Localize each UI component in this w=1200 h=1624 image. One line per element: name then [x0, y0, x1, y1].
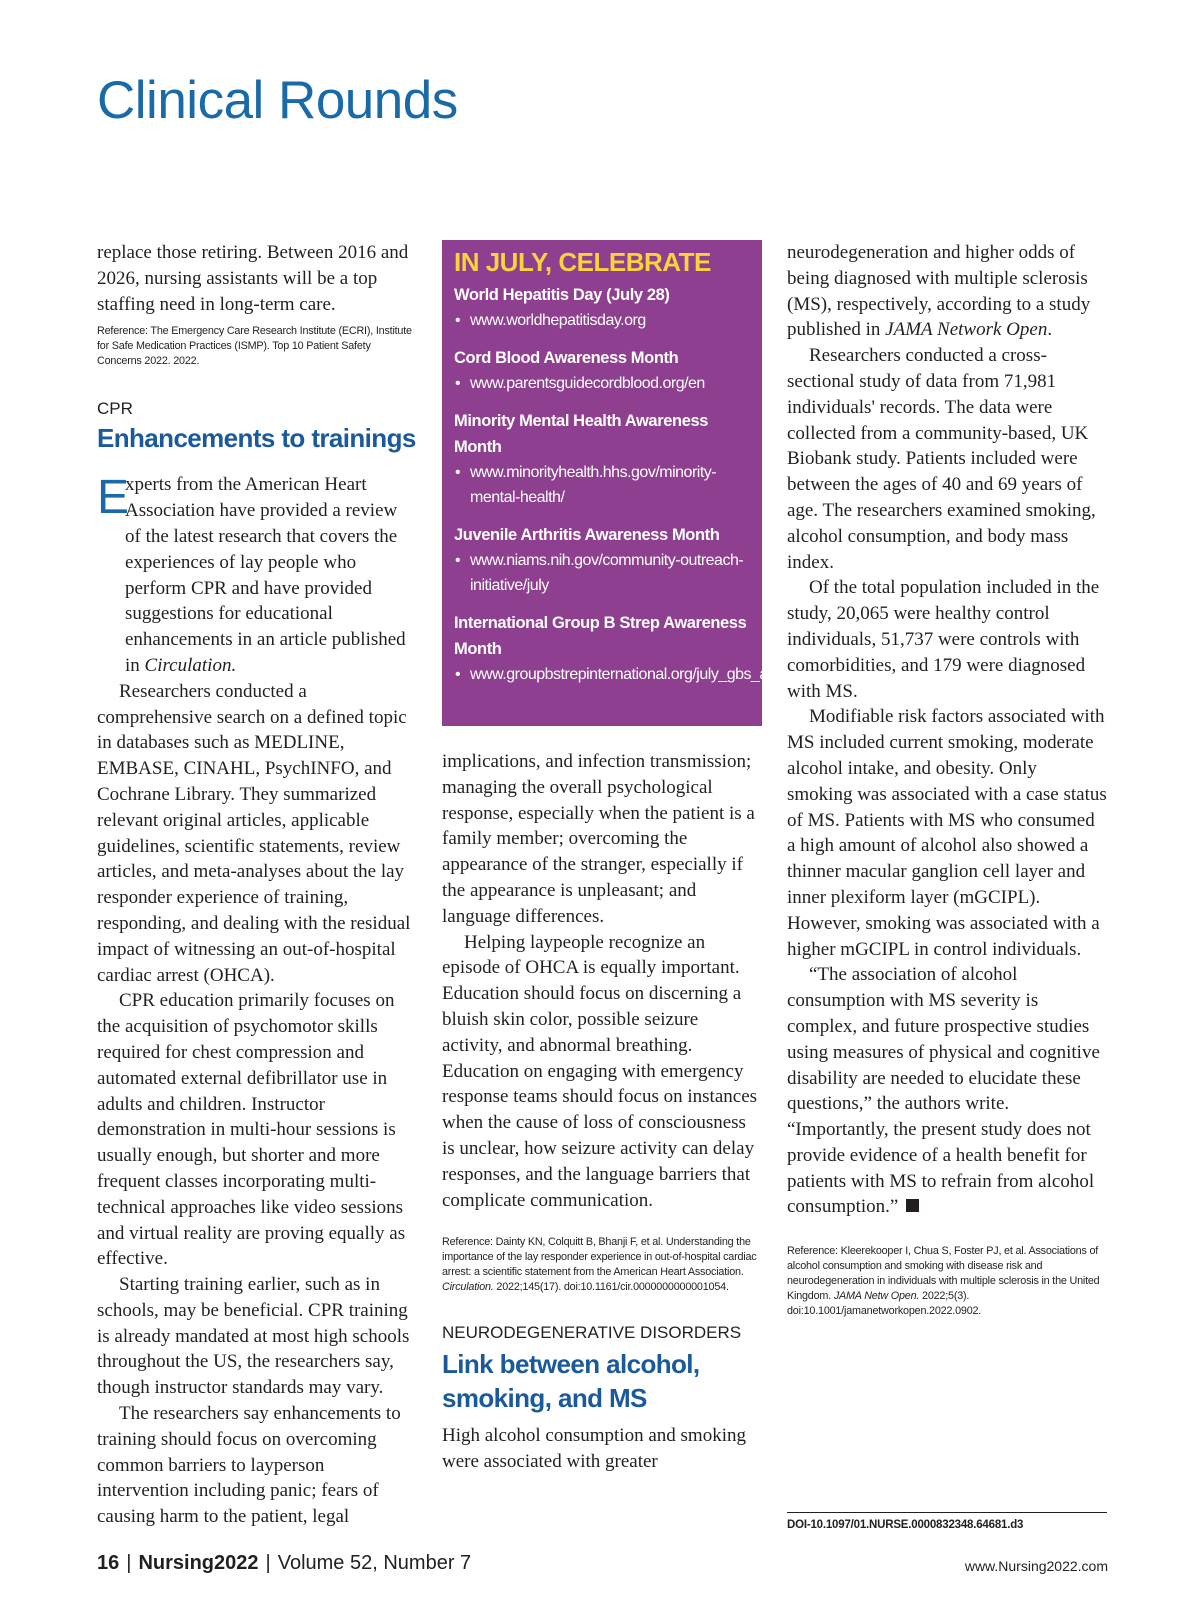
article-cpr-p3: CPR education primarily focuses on the acquisition of psychomotor skills required for chest compression and automated external defibrillator use in adults and children. Instructor demonstration in multi-hour sessions is usually enough, but shorter and more frequent classes incorporating multi-technical approaches like video sessions and virtual reality are proving equally as effective. — [97, 990, 406, 1270]
reference-kleerekooper: Reference: Kleerekooper I, Chua S, Foster PJ, et al. Associations of alcohol consumption and smoking with disease risk and neurodegeneration in individuals with multiple sclerosis in the United Kingdom. JAMA Netw Open. 2022;5(3). doi:10.1001/jamanetworkopen.2022.0902. — [787, 1245, 1100, 1318]
column-3 — [787, 240, 1107, 1319]
bullet-icon: • — [455, 666, 461, 683]
bullet-icon: • — [455, 552, 461, 569]
article-cpr-p2: Researchers conducted a comprehensive search on a defined topic in databases such as MEDLINE, EMBASE, CINAHL, PsychINFO, and Cochrane Library. They summarized relevant original articles, applicable guidelines, scientific statements, review articles, and meta-analyses about the lay responder experience of training, responding, and dealing with the residual impact of witnessing an out-of-hospital cardiac arrest (OHCA). — [97, 680, 411, 986]
sidebar-item-url[interactable]: • www.minorityhealth.hhs.gov/minority-mental-health/ — [454, 460, 750, 510]
article-cpr-p5: The researchers say enhancements to training should focus on overcoming common barriers to layperson intervention including panic; fears of causing harm to the patient, legal — [97, 1403, 401, 1528]
article-ms-cont-p5: “The association of alcohol consumption with MS severity is complex, and future prospective studies using measures of physical and cognitive disability are needed to elucidate these questions,” the authors write. “Importantly, the present study does not provide evidence of a health benefit for patients with MS to refrain from alcohol consumption.” — [787, 964, 1100, 1218]
celebrate-sidebar — [442, 240, 915, 726]
bullet-icon: • — [455, 312, 461, 329]
headline-ms: Link between alcohol, smoking, and MS — [442, 1349, 700, 1414]
sidebar-item-url[interactable]: • www.niams.nih.gov/community-outreach-initiative/july — [454, 548, 750, 598]
drop-cap: E — [97, 471, 130, 525]
publication-name: Nursing2022 — [138, 1552, 259, 1574]
footer-website[interactable]: www.Nursing2022.com — [964, 1558, 1108, 1574]
article-ms-p1: High alcohol consumption and smoking were associated with greater — [442, 1425, 746, 1473]
sidebar-item-name: Minority Mental Health Awareness Month — [454, 412, 709, 456]
reference-ecri: Reference: The Emergency Care Research Institute (ECRI), Institute for Safe Medication Practices (ISMP). Top 10 Patient Safety Concerns 2022. 2022. — [97, 325, 412, 368]
article-cpr-p1: E xperts from the American Heart Association have provided a review of the latest research that covers the experiences of lay people who perform CPR and have provided suggestions for educational enhancements in an article published in Circulation. — [97, 471, 406, 676]
sidebar-item-url[interactable]: • www.groupbstrepinternational.org/july_gbs_awareness_month.html — [454, 662, 750, 687]
article-ms-cont-p1: neurodegeneration and higher odds of being diagnosed with multiple sclerosis (MS), respectively, according to a study published in JAMA Network Open. — [787, 242, 1091, 341]
article-cpr-cont-p2: Helping laypeople recognize an episode of OHCA is equally important. Education should focus on discerning a bluish skin color, possible seizure activity, and abnormal breathing. Education on engaging with emergency response teams should focus on instances when the cause of loss of consciousness is unclear, how seizure activity can delay responses, and the language barriers that complicate communication. — [442, 931, 758, 1211]
article-cpr-p4: Starting training earlier, such as in schools, may be beneficial. CPR training is already mandated at most high schools throughout the US, the researchers say, though instructor standards may vary. — [97, 1274, 410, 1399]
bullet-icon: • — [455, 375, 461, 392]
article-cpr-cont-p1: implications, and infection transmission; managing the overall psychological response, especially when the patient is a family member; overcoming the appearance of the stranger, especially if the appearance is unpleasant; and language differences. — [442, 751, 755, 927]
volume-info: Volume 52, Number 7 — [277, 1552, 472, 1574]
section-label-cpr: CPR — [97, 399, 133, 419]
section-label-neuro: NEURODEGENERATIVE DISORDERS — [442, 1323, 742, 1343]
doi: DOI-10.1097/01.NURSE.0000832348.64681.d3 — [787, 1512, 1107, 1531]
footer-left — [97, 1552, 471, 1575]
article-ms-cont-p3: Of the total population included in the study, 20,065 were healthy control individuals, 51,737 were controls with comorbidities, and 179 were diagnosed with MS. — [787, 577, 1100, 702]
bullet-icon: • — [455, 464, 461, 481]
headline-cpr: Enhancements to trainings — [97, 423, 416, 454]
sidebar-item-url[interactable]: • www.worldhepatitisday.org — [454, 308, 750, 333]
reference-dainty: Reference: Dainty KN, Colquitt B, Bhanji F, et al. Understanding the importance of the lay responder experience in out-of-hospital cardiac arrest: a scientific statement from the American Heart Association. Circulation. 2022;145(17). doi:10.1161/cir.0000000000001054. — [442, 1236, 757, 1294]
sidebar-item-name: International Group B Strep Awareness Month — [454, 614, 747, 658]
end-mark-icon — [906, 1199, 919, 1212]
article-ms-cont-p4: Modifiable risk factors associated with MS included current smoking, moderate alcohol intake, and obesity. Only smoking was associated with a case status of MS. Patients with MS who consumed a high amount of alcohol also showed a thinner macular ganglion cell layer and inner plexiform layer (mGCIPL). However, smoking was associated with a higher mGCIPL in control individuals. — [787, 706, 1107, 960]
intro-paragraph: replace those retiring. Between 2016 and 2026, nursing assistants will be a top staffing need in long-term care. — [97, 242, 409, 315]
footer-separator: | — [265, 1552, 271, 1574]
sidebar-item-name: Juvenile Arthritis Awareness Month — [454, 526, 720, 544]
footer-separator: | — [126, 1552, 132, 1574]
page-number: 16 — [97, 1552, 120, 1574]
sidebar-title: IN JULY, CELEBRATE — [454, 247, 711, 277]
column-2 — [442, 240, 915, 1475]
sidebar-item-url[interactable]: • www.parentsguidecordblood.org/en — [454, 371, 750, 396]
sidebar-item-name: World Hepatitis Day (July 28) — [454, 286, 670, 304]
sidebar-item-name: Cord Blood Awareness Month — [454, 349, 679, 367]
page-title: Clinical Rounds — [97, 71, 458, 130]
column-1 — [97, 240, 417, 1530]
article-ms-cont-p2: Researchers conducted a cross-sectional study of data from 71,981 individuals' records. The data were collected from a community-based, UK Biobank study. Patients included were between the ages of 40 and 69 years of age. The researchers examined smoking, alcohol consumption, and body mass index. — [787, 345, 1096, 573]
